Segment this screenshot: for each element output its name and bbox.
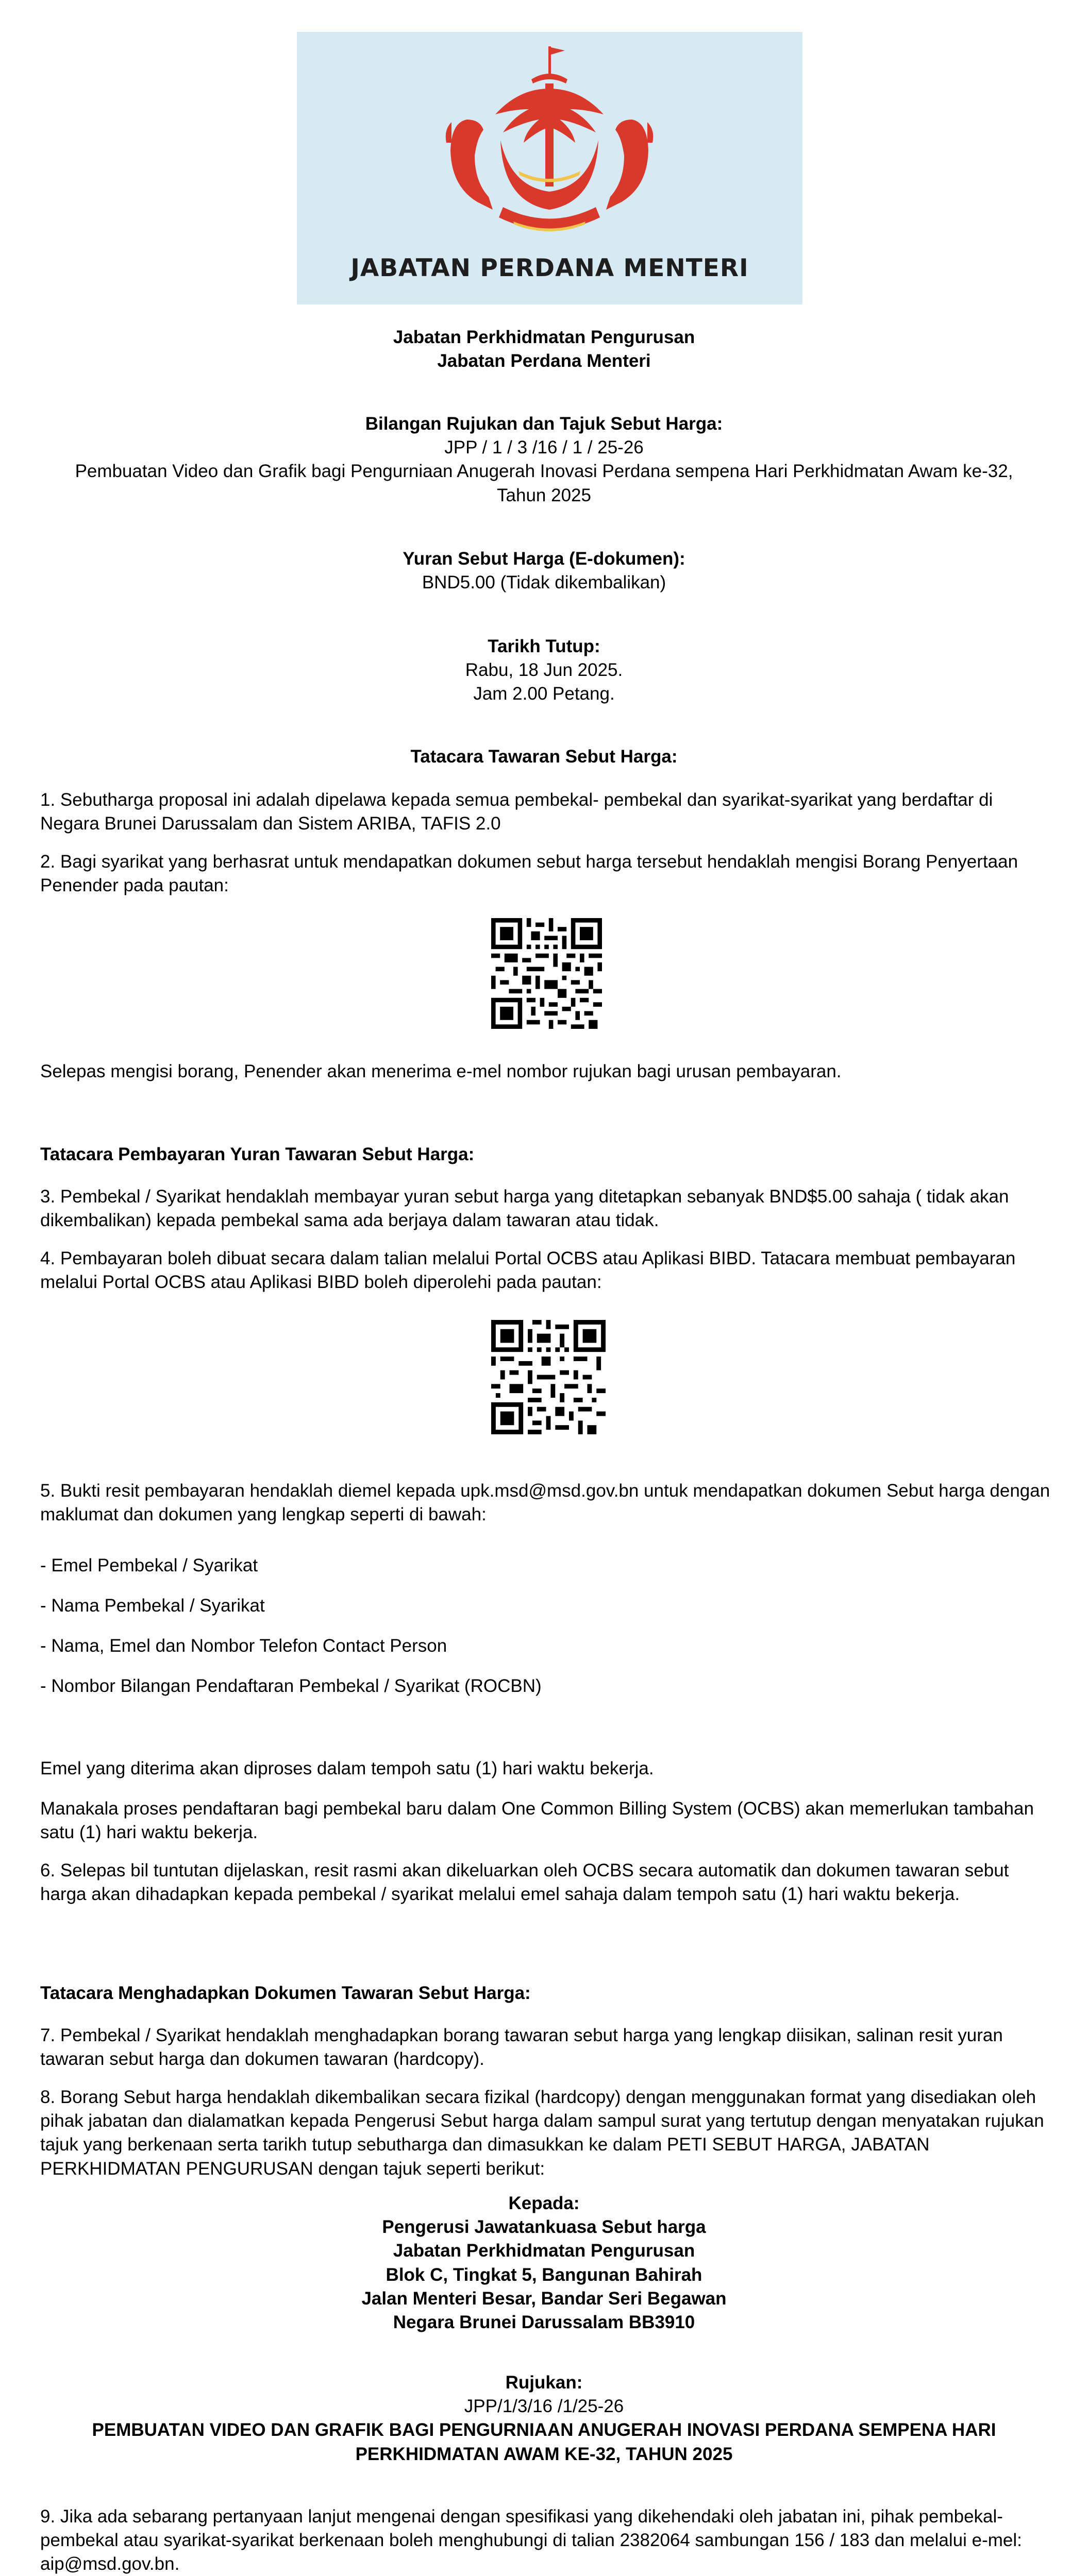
list-item: - Nama, Emel dan Nombor Telefon Contact Person	[40, 1636, 447, 1656]
registration-qr-code[interactable]	[491, 918, 602, 1029]
closing-date: Rabu, 18 Jun 2025.	[465, 660, 623, 681]
paragraph-8: 8. Borang Sebut harga hendaklah dikembalikan secara fizikal (hardcopy) dengan menggunakan format yang disediakan oleh pihak jabatan dan dialamatkan kepada Pengerusi Sebut harga dalam sampul surat yang tertutup dengan menyatakan rujukan tajuk yang berkenaan serta tarikh tutup sebutharga dan dimasukkan ke dalam PETI SEBUT HARGA, JABATAN PERKHIDMATAN PENGURUSAN dengan tajuk seperti berikut:	[40, 2087, 1044, 2179]
qr-code-icon	[491, 1320, 606, 1434]
paragraph-6: 6. Selepas bil tuntutan dijelaskan, resit rasmi akan dikeluarkan oleh OCBS secara automatik dan dokumen tawaran sebut harga akan dihadapkan kepada pembekal / syarikat melalui emel sahaja dalam tempoh satu (1) hari waktu bekerja.	[40, 1860, 1009, 1905]
to-label: Kepada:	[508, 2193, 580, 2213]
ref-title-line1: PEMBUATAN VIDEO DAN GRAFIK BAGI PENGURNIAAN ANUGERAH INOVASI PERDANA SEMPENA HARI	[92, 2420, 996, 2441]
list-item: - Emel Pembekal / Syarikat	[40, 1555, 258, 1575]
list-item: - Nama Pembekal / Syarikat	[40, 1596, 265, 1616]
procedure-heading: Tatacara Tawaran Sebut Harga:	[410, 747, 678, 767]
reference-title-line1: Pembuatan Video dan Grafik bagi Pengurniaan Anugerah Inovasi Perdana sempena Hari Perkhidmatan Awam ke-32,	[75, 461, 1013, 482]
envelope-reference-block	[0, 2371, 1088, 2466]
header-title: JABATAN PERDANA MENTERI	[350, 254, 749, 282]
paragraph-1: 1. Sebutharga proposal ini adalah dipelawa kepada semua pembekal- pembekal dan syarikat-syarikat yang berdaftar di Negara Brunei Darussalam dan Sistem ARIBA, TAFIS 2.0	[40, 790, 993, 834]
fee-heading: Yuran Sebut Harga (E-dokumen):	[403, 549, 685, 569]
fee-value: BND5.00 (Tidak dikembalikan)	[422, 572, 666, 593]
reference-title-line2: Tahun 2025	[497, 485, 591, 505]
paragraph-7: 7. Pembekal / Syarikat hendaklah menghadapkan borang tawaran sebut harga yang lengkap diisikan, salinan resit yuran tawaran sebut harga dan dokumen tawaran (hardcopy).	[40, 2025, 1003, 2070]
address-block	[0, 2192, 1088, 2334]
processing-note: Emel yang diterima akan diproses dalam tempoh satu (1) hari waktu bekerja.	[40, 1758, 654, 1778]
after-form-note: Selepas mengisi borang, Penender akan menerima e-mel nombor rujukan bagi urusan pembayaran.	[40, 1061, 842, 1081]
reference-number: JPP / 1 / 3 /16 / 1 / 25-26	[444, 437, 644, 458]
closing-block	[0, 635, 1088, 706]
paragraph-9: 9. Jika ada sebarang pertanyaan lanjut mengenai dengan spesifikasi yang dikehendaki oleh jabatan ini, pihak pembekal-pembekal atau syarikat-syarikat berkenaan boleh menghubungi di talian 2382064 sambungan 156 / 183 dan melalui e-mel: aip@msd.gov.bn.	[40, 2506, 1022, 2574]
ref-label: Rujukan:	[505, 2372, 583, 2393]
closing-heading: Tarikh Tutup:	[488, 636, 600, 656]
submission-heading: Tatacara Menghadapkan Dokumen Tawaran Sebut Harga:	[40, 1983, 531, 2003]
ref-number: JPP/1/3/16 /1/25-26	[464, 2396, 624, 2417]
address-line: Jabatan Perkhidmatan Pengurusan	[393, 2241, 695, 2261]
paragraph-2: 2. Bagi syarikat yang berhasrat untuk mendapatkan dokumen sebut harga tersebut hendaklah mengisi Borang Penyertaan Penender pada pautan:	[40, 852, 1018, 896]
brunei-crest-icon	[297, 32, 802, 248]
issuer-line2: Jabatan Perdana Menteri	[437, 351, 651, 371]
address-line: Negara Brunei Darussalam BB3910	[393, 2312, 695, 2332]
payment-heading: Tatacara Pembayaran Yuran Tawaran Sebut Harga:	[40, 1144, 475, 1164]
registration-note: Manakala proses pendaftaran bagi pembekal baru dalam One Common Billing System (OCBS) akan memerlukan tambahan satu (1) hari waktu bekerja.	[40, 1799, 1034, 1843]
list-item: - Nombor Bilangan Pendaftaran Pembekal / Syarikat (ROCBN)	[40, 1676, 542, 1696]
reference-block	[0, 412, 1088, 507]
header-banner	[297, 32, 802, 304]
qr-code-icon	[491, 918, 602, 1029]
fee-block	[0, 547, 1088, 595]
address-line: Pengerusi Jawatankuasa Sebut harga	[382, 2217, 706, 2238]
reference-heading: Bilangan Rujukan dan Tajuk Sebut Harga:	[365, 414, 723, 434]
address-line: Blok C, Tingkat 5, Bangunan Bahirah	[386, 2264, 702, 2285]
paragraph-5: 5. Bukti resit pembayaran hendaklah diemel kepada upk.msd@msd.gov.bn untuk mendapatkan dokumen Sebut harga dengan maklumat dan dokumen yang lengkap seperti di bawah:	[40, 1481, 1050, 1525]
payment-guide-qr-code[interactable]	[491, 1320, 606, 1434]
paragraph-3: 3. Pembekal / Syarikat hendaklah membayar yuran sebut harga yang ditetapkan sebanyak BND$5.00 sahaja ( tidak akan dikembalikan) kepada pembekal sama ada berjaya dalam tawaran atau tidak.	[40, 1187, 1009, 1231]
issuer-block	[0, 326, 1088, 373]
closing-time: Jam 2.00 Petang.	[473, 684, 615, 704]
ref-title-line2: PERKHIDMATAN AWAM KE-32, TAHUN 2025	[355, 2444, 733, 2464]
issuer-line1: Jabatan Perkhidmatan Pengurusan	[393, 327, 695, 347]
address-line: Jalan Menteri Besar, Bandar Seri Begawan	[361, 2288, 727, 2309]
paragraph-4: 4. Pembayaran boleh dibuat secara dalam talian melalui Portal OCBS atau Aplikasi BIBD. Tatacara membuat pembayaran melalui Portal OCBS atau Aplikasi BIBD boleh diperolehi pada pautan:	[40, 1248, 1016, 1293]
